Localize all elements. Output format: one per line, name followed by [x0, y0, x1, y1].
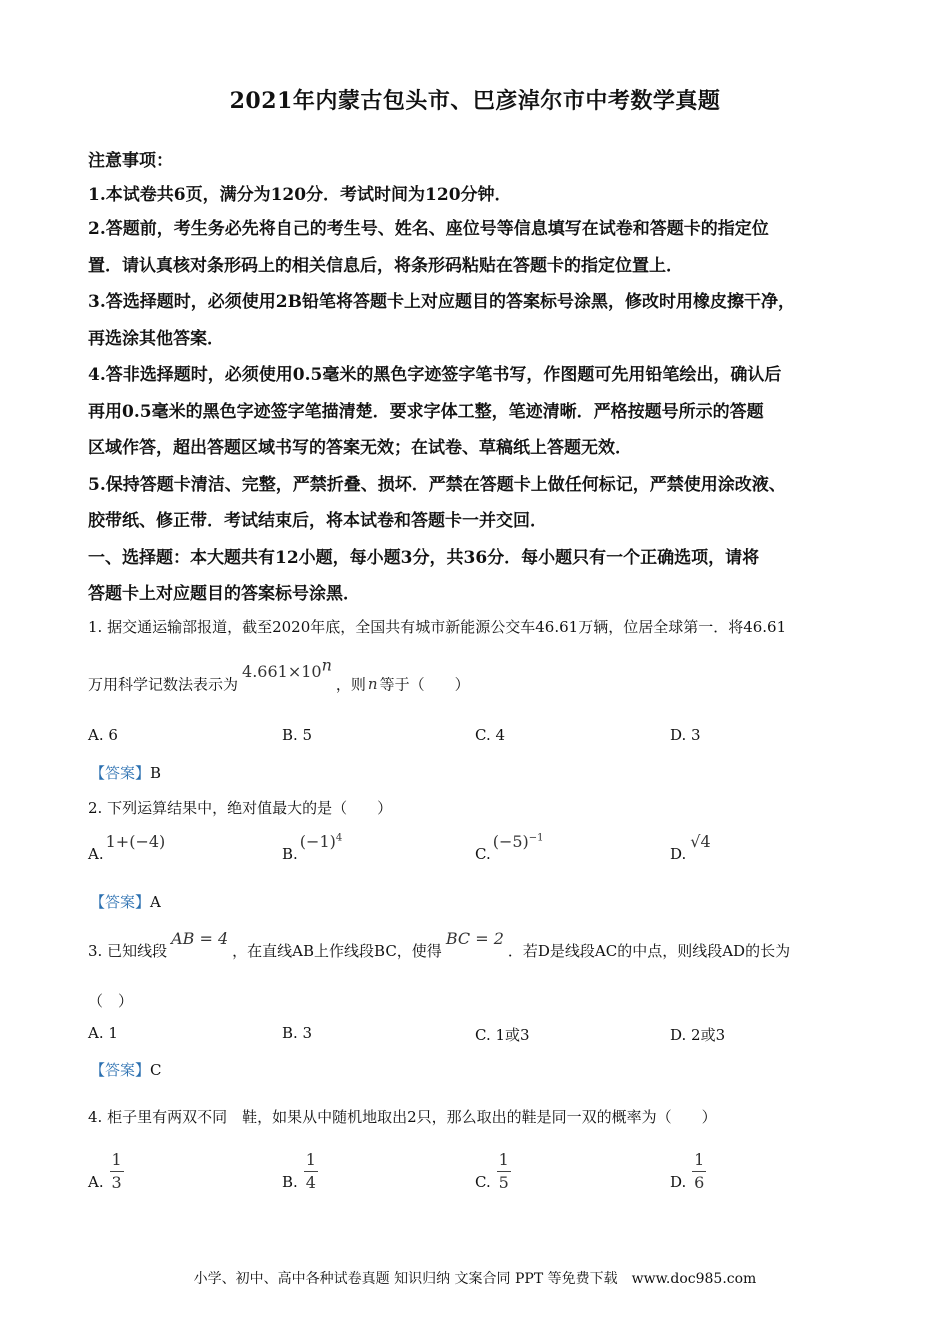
answer-line: 【答案】B: [90, 764, 162, 782]
answer-line: 【答案】C: [90, 1061, 162, 1079]
note-line: 再选涂其他答案．: [88, 329, 224, 349]
question-4-stem: 4. 柜子里有两双不同 鞋，如果从中随机地取出2只，那么取出的鞋是同一双的概率为（ ）: [88, 1108, 717, 1126]
option-a: A. $\frac{1}{3}$: [88, 1150, 122, 1192]
note-line: 置．请认真核对条形码上的相关信息后，将条形码粘贴在答题卡的指定位置上．: [88, 256, 683, 276]
answer-line: 【答案】A: [90, 893, 161, 911]
option-c: $C.(-5)^{-1}$: [475, 832, 544, 863]
page-footer: 小学、初中、高中各种试卷真题 知识归纳 文案合同 PPT 等免费下载 www.doc985.com: [193, 1271, 757, 1287]
section-heading: 答题卡上对应题目的答案标号涂黑．: [88, 584, 360, 604]
question-2-stem: 2. 下列运算结果中，绝对值最大的是（ ）: [88, 799, 393, 817]
question-1-stem-2: 万用科学记数法表示为$4.661\times 10^n$，则 n 等于（ ）: [88, 656, 470, 694]
note-line: 1.本试卷共6页，满分为120分．考试时间为120分钟．: [88, 185, 512, 205]
page-title: 2021年内蒙古包头市、巴彦淖尔市中考数学真题: [229, 88, 721, 114]
note-line: 2.答题前，考生务必先将自己的考生号、姓名、座位号等信息填写在试卷和答题卡的指定位: [88, 219, 769, 239]
notes-heading: 注意事项：: [88, 151, 173, 171]
question-3-stem: 3. 已知线段AB = 4，在直线AB上作线段BC，使得BC = 2．若D是线段AC的中点，则线段AD的长为: [88, 929, 791, 960]
math-formula: $4.661\times 10^n$: [242, 656, 332, 682]
question-1-stem: 1. 据交通运输部报道，截至2020年底，全国共有城市新能源公交车46.61万辆，位居全球第一．将46.61: [88, 618, 787, 636]
option-c: C. 1或3: [475, 1026, 530, 1044]
option-a: A.1+(−4): [88, 832, 166, 863]
option-d: D.√4: [670, 832, 711, 863]
option-b: B. 5: [282, 726, 313, 744]
note-line: 再用0.5毫米的黑色字迹签字笔描清楚．要求字体工整，笔迹清晰．严格按题号所示的答题: [88, 402, 764, 422]
note-line: 3.答选择题时，必须使用2B铅笔将答题卡上对应题目的答案标号涂黑，修改时用橡皮擦干净，: [88, 292, 795, 312]
option-b: B. $\frac{1}{4}$: [282, 1150, 316, 1192]
section-heading: 一、选择题：本大题共有12小题，每小题3分，共36分．每小题只有一个正确选项，请将: [88, 548, 760, 568]
option-d: D. 2或3: [670, 1026, 726, 1044]
option-b: $B.(-1)^4$: [282, 832, 343, 863]
option-d: D. 3: [670, 726, 701, 744]
note-line: 4.答非选择题时，必须使用0.5毫米的黑色字迹签字笔书写，作图题可先用铅笔绘出，确认后: [88, 365, 782, 385]
option-b: B. 3: [282, 1024, 313, 1042]
option-c: C. $\frac{1}{5}$: [475, 1150, 509, 1192]
note-line: 5.保持答题卡清洁、完整，严禁折叠、损坏．严禁在答题卡上做任何标记，严禁使用涂改液、: [88, 475, 786, 495]
question-3-stem-2: （ ）: [88, 992, 134, 1010]
option-c: C. 4: [475, 726, 506, 744]
option-a: A. 1: [88, 1024, 118, 1042]
option-a: A. 6: [88, 726, 118, 744]
option-d: D. $\frac{1}{6}$: [670, 1150, 705, 1192]
note-line: 胶带纸、修正带．考试结束后，将本试卷和答题卡一并交回．: [88, 511, 547, 531]
note-line: 区域作答，超出答题区域书写的答案无效；在试卷、草稿纸上答题无效．: [88, 438, 632, 458]
